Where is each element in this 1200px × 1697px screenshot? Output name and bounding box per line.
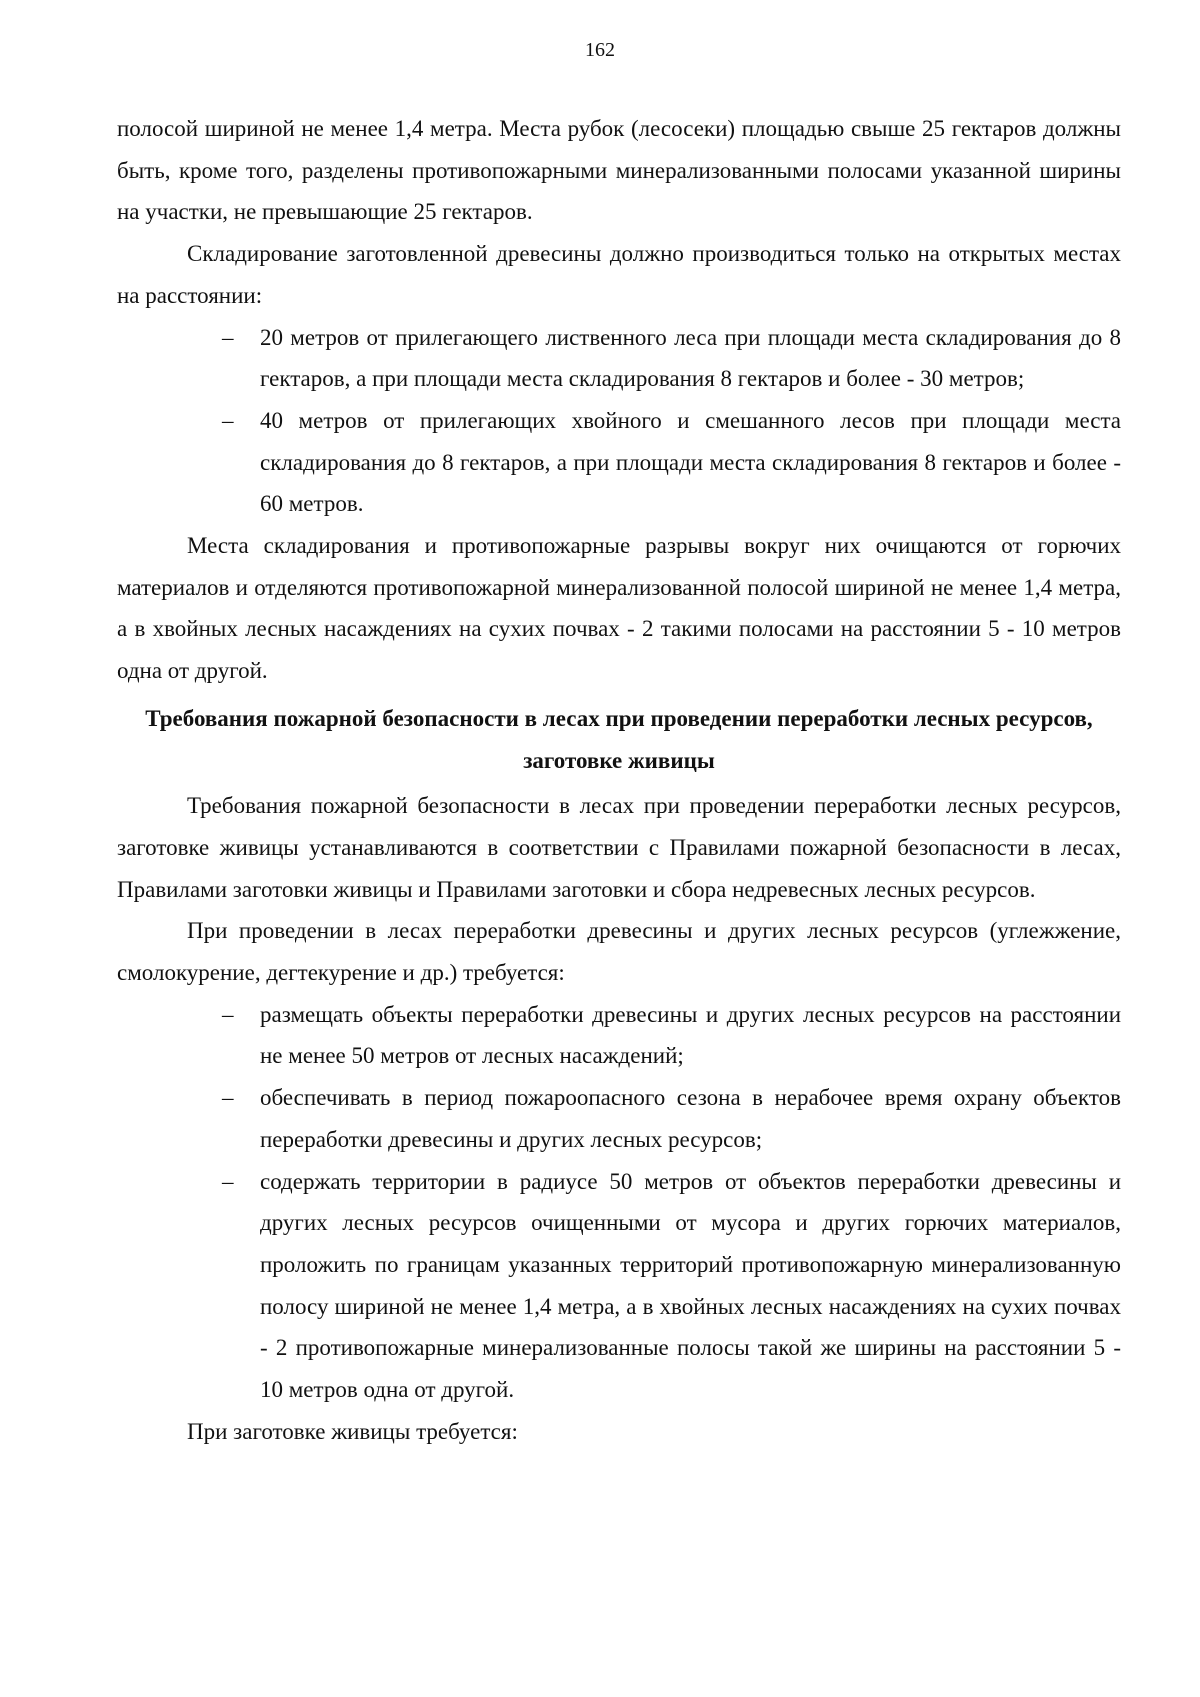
list-item: [117, 1077, 1121, 1160]
document-body: [117, 108, 1121, 1453]
list-item: [117, 1161, 1121, 1411]
list-item: [117, 400, 1121, 525]
list-item-text: размещать объекты переработки древесины и других лесных ресурсов на расстоянии не менее 50 метров от лесных насаждений;: [260, 1001, 1121, 1069]
paragraph: Места складирования и противопожарные разрывы вокруг них очищаются от горючих материалов и отделяются противопожарной минерализованной полосой шириной не менее 1,4 метра, а в хвойных лесных насаждениях на сухих почвах - 2 такими полосами на расстоянии 5 - 10 метров одна от другой.: [117, 533, 1121, 684]
paragraph: При проведении в лесах переработки древесины и других лесных ресурсов (углежжение, смолокурение, дегтекурение и др.) требуется:: [117, 918, 1121, 986]
dash-marker: –: [222, 1085, 234, 1111]
dash-marker: –: [222, 1168, 234, 1194]
list-item-text: обеспечивать в период пожароопасного сезона в нерабочее время охрану объектов переработки древесины и других лесных ресурсов;: [260, 1085, 1121, 1152]
paragraph: Складирование заготовленной древесины должно производиться только на открытых местах на расстоянии:: [117, 241, 1121, 308]
list-item-text: 40 метров от прилегающих хвойного и смешанного лесов при площади места складирования до 8 гектаров, а при площади места складирования 8 гектаров и более - 60 метров.: [260, 407, 1121, 517]
page-number: 162: [585, 39, 615, 61]
paragraph: полосой шириной не менее 1,4 метра. Места рубок (лесосеки) площадью свыше 25 гектаров должны быть, кроме того, разделены противопожарными минерализованными полосами указанной ширины на участки, не превышающие 25 гектаров.: [117, 116, 1121, 225]
bullet-list: [117, 317, 1121, 526]
section-heading: Требования пожарной безопасности в лесах при проведении переработки лесных ресурсов, заготовке живицы: [145, 705, 1093, 773]
bullet-list: [117, 994, 1121, 1411]
paragraph: Требования пожарной безопасности в лесах при проведении переработки лесных ресурсов, заготовке живицы устанавливаются в соответствии с Правилами пожарной безопасности в лесах, Правилами заготовки живицы и Правилами заготовки и сбора недревесных лесных ресурсов.: [117, 793, 1121, 902]
list-item-text: 20 метров от прилегающего лиственного леса при площади места складирования до 8 гектаров, а при площади места складирования 8 гектаров и более - 30 метров;: [260, 324, 1121, 392]
list-item: [117, 317, 1121, 400]
paragraph: При заготовке живицы требуется:: [187, 1418, 518, 1444]
list-item-text: содержать территории в радиусе 50 метров от объектов переработки древесины и других лесных ресурсов очищенными от мусора и других горючих материалов, проложить по границам указанных территорий противопожарную минерализованную полосу шириной не менее 1,4 метра, а в хвойных лесных насаждениях на сухих почвах - 2 противопожарные минерализованные полосы такой же ширины на расстоянии 5 - 10 метров одна от другой.: [260, 1168, 1121, 1403]
dash-marker: –: [222, 324, 234, 350]
dash-marker: –: [222, 407, 234, 433]
list-item: [117, 994, 1121, 1077]
dash-marker: –: [222, 1001, 234, 1027]
